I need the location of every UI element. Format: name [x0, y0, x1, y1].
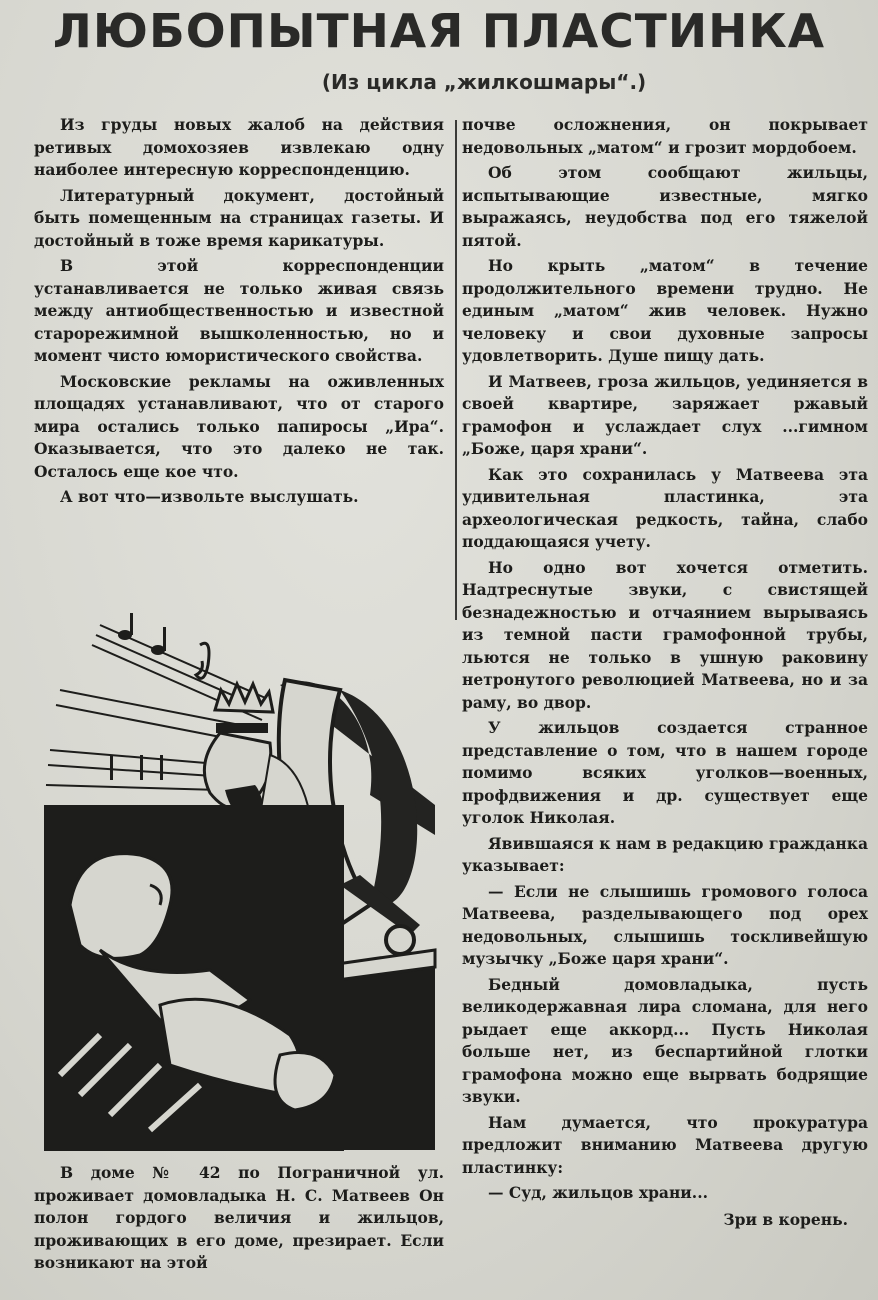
paragraph: В этой корреспонденции устанавливается не только живая связь между антиобщественностью и известной старорежимной вышколенностью, но и момент чисто юмористического свойства.: [34, 256, 444, 365]
paragraph: Нам думается, что прокуратура предложит вниманию Матвеева другую пластинку:: [462, 1112, 868, 1177]
paragraph-continuation: почве осложнения, он покрывает недовольных „матом“ и грозит мордобоем.: [462, 115, 868, 157]
paragraph: Бедный домовладыка, пусть великодержавная лира сломана, для него рыдает еще аккорд... Пусть Николая больше нет, из беспартийной глотки грамофона можно еще вырвать бодрящие звуки.: [462, 974, 868, 1106]
article-subtitle: (Из цикла „жилкошмары“.): [321, 70, 647, 94]
cartoon-illustration: [40, 605, 440, 1155]
paragraph: Литературный документ, достойный быть помещенным на страницах газеты. И достойный в тоже время карикатуры.: [34, 185, 444, 250]
right-column: [462, 114, 868, 1231]
seated-man-figure: [44, 805, 344, 1151]
article-title: ЛЮБОПЫТНАЯ ПЛАСТИНКА: [52, 4, 826, 58]
paragraph: — Если не слышишь громового голоса Матвеева, разделывающего под орех недовольных, слышишь тоскливейшую музычку „Боже царя храни“.: [462, 881, 868, 968]
paragraph: Но крыть „матом“ в течение продолжительного времени трудно. Не единым „матом“ жив человек. Нужно человеку и свои духовные запросы удовлетворить. Душе пищу дать.: [462, 256, 868, 365]
left-column-top: [34, 114, 444, 512]
paragraph: — Суд, жильцов храни...: [488, 1183, 708, 1202]
paragraph: Из груды новых жалоб на действия ретивых домохозяев извлекаю одну наиболее интересную корреспонденцию.: [34, 115, 444, 179]
paragraph: А вот что—извольте выслушать.: [60, 487, 359, 506]
paragraph: И Матвеев, гроза жильцов, уединяется в своей квартире, заряжает ржавый грамофон и услаждает слух ...гимном „Боже, царя храни“.: [462, 371, 868, 458]
paragraph: У жильцов создается странное представление о том, что в нашем городе помимо всяких уголков—военных, профдвижения и др. существует еще уголок Николая.: [462, 718, 868, 827]
music-notes-icon: [110, 613, 209, 780]
paragraph: В доме № 42 по Пограничной ул. проживает домовладыка Н. С. Матвеев Он полон гордого величия и жильцов, проживающих в его доме, презирает. Если возникают на этой: [34, 1163, 444, 1272]
paragraph: Но одно вот хочется отметить. Надтреснутые звуки, с свистящей безнадежностью и отчаянием вырываясь из темной пасти грамофонной трубы, льются не только в ушную раковину нетронутого революцией Матвеева, но и за раму, во двор.: [462, 557, 868, 712]
paragraph: Московские рекламы на оживленных площадях устанавливают, что от старого мира остались только папиросы „Ира“. Оказывается, что это далеко не так. Осталось еще кое что.: [34, 371, 444, 481]
paragraph: Об этом сообщают жильцы, испытывающие известные, мягко выражаясь, неудобства под его тяжелой пятой.: [462, 163, 868, 250]
left-column-bottom: [34, 1162, 444, 1278]
article-signature: Зри в корень.: [723, 1209, 848, 1229]
paragraph: Явившаяся к нам в редакцию гражданка указывает:: [462, 833, 868, 875]
paragraph: Как это сохранилась у Матвеева эта удивительная пластинка, эта археологическая редкость, тайна, слабо поддающаяся учету.: [462, 464, 868, 551]
column-divider: [455, 120, 457, 620]
